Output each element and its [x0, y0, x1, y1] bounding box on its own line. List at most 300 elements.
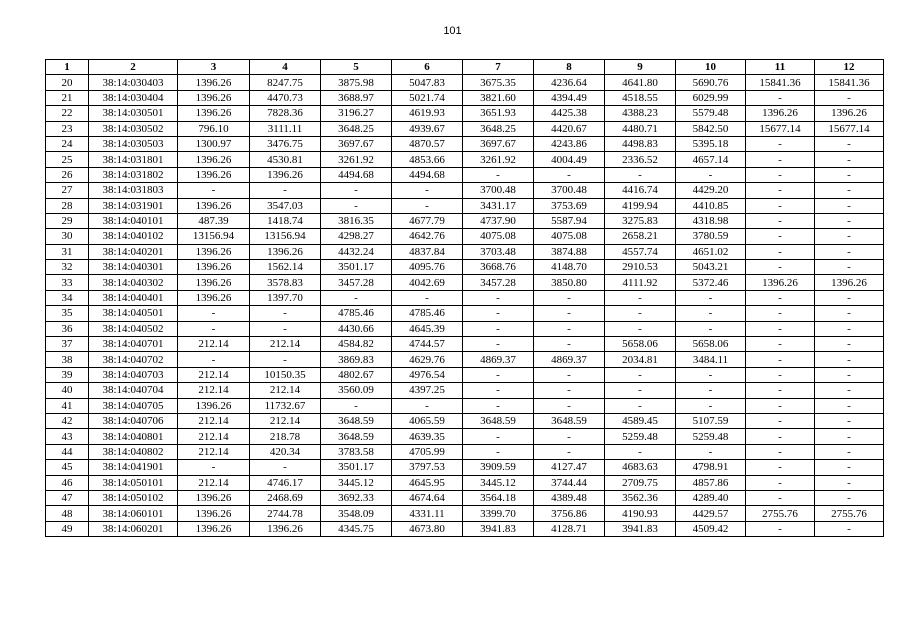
- data-table: [45, 59, 884, 537]
- table-cell: -: [534, 337, 605, 352]
- table-cell: -: [392, 183, 463, 198]
- table-cell: -: [676, 398, 746, 413]
- table-cell: 4243.86: [534, 136, 605, 151]
- table-row: [46, 306, 884, 321]
- table-cell: 4744.57: [392, 337, 463, 352]
- table-cell: 1396.26: [250, 244, 321, 259]
- table-cell: -: [815, 475, 884, 490]
- table-row: [46, 321, 884, 336]
- table-row: [46, 290, 884, 305]
- table-cell: 5259.48: [676, 429, 746, 444]
- table-cell: -: [676, 383, 746, 398]
- table-cell: 3476.75: [250, 136, 321, 151]
- column-header: 5: [321, 60, 392, 75]
- table-cell: 21: [46, 90, 89, 105]
- table-row: [46, 260, 884, 275]
- table-cell: 4589.45: [605, 413, 676, 428]
- table-cell: 4802.67: [321, 367, 392, 382]
- table-cell: -: [321, 183, 392, 198]
- table-cell: 212.14: [250, 337, 321, 352]
- table-cell: -: [605, 290, 676, 305]
- table-row: [46, 352, 884, 367]
- table-cell: 3941.83: [605, 521, 676, 536]
- table-cell: 3648.59: [463, 413, 534, 428]
- table-cell: 34: [46, 290, 89, 305]
- table-cell: 38:14:040302: [89, 275, 178, 290]
- column-header: 7: [463, 60, 534, 75]
- table-cell: 4429.57: [676, 506, 746, 521]
- table-cell: -: [815, 290, 884, 305]
- table-cell: 24: [46, 136, 89, 151]
- table-cell: -: [534, 321, 605, 336]
- table-cell: 4148.70: [534, 260, 605, 275]
- table-cell: -: [815, 183, 884, 198]
- table-cell: 38:14:040702: [89, 352, 178, 367]
- table-cell: -: [746, 167, 815, 182]
- table-cell: 25: [46, 152, 89, 167]
- table-cell: 3780.59: [676, 229, 746, 244]
- table-cell: 38:14:031901: [89, 198, 178, 213]
- table-cell: 212.14: [178, 475, 250, 490]
- table-cell: -: [605, 398, 676, 413]
- table-cell: 38:14:040706: [89, 413, 178, 428]
- table-cell: 5372.46: [676, 275, 746, 290]
- table-cell: 38:14:040102: [89, 229, 178, 244]
- table-cell: -: [605, 321, 676, 336]
- table-cell: 4430.66: [321, 321, 392, 336]
- table-cell: 1418.74: [250, 213, 321, 228]
- table-cell: 1396.26: [178, 244, 250, 259]
- table-cell: 5395.18: [676, 136, 746, 151]
- table-cell: 4075.08: [534, 229, 605, 244]
- table-cell: 3697.67: [463, 136, 534, 151]
- table-cell: 22: [46, 106, 89, 121]
- table-cell: 4075.08: [463, 229, 534, 244]
- table-cell: 13156.94: [178, 229, 250, 244]
- table-row: [46, 75, 884, 90]
- table-cell: 38:14:040502: [89, 321, 178, 336]
- table-cell: 1396.26: [250, 167, 321, 182]
- table-row: [46, 229, 884, 244]
- table-cell: -: [746, 244, 815, 259]
- table-cell: 4639.35: [392, 429, 463, 444]
- table-cell: -: [815, 213, 884, 228]
- table-cell: 15841.36: [746, 75, 815, 90]
- table-row: [46, 136, 884, 151]
- table-cell: 38:14:030404: [89, 90, 178, 105]
- table-cell: -: [463, 321, 534, 336]
- table-cell: 212.14: [250, 413, 321, 428]
- column-header: 2: [89, 60, 178, 75]
- table-cell: 38:14:040701: [89, 337, 178, 352]
- table-cell: 48: [46, 506, 89, 521]
- table-cell: 2910.53: [605, 260, 676, 275]
- table-cell: 38:14:040704: [89, 383, 178, 398]
- table-row: [46, 475, 884, 490]
- table-cell: 4976.54: [392, 367, 463, 382]
- table-cell: 26: [46, 167, 89, 182]
- table-cell: 3261.92: [463, 152, 534, 167]
- table-cell: -: [463, 337, 534, 352]
- table-cell: 35: [46, 306, 89, 321]
- table-cell: -: [676, 167, 746, 182]
- table-cell: 4641.80: [605, 75, 676, 90]
- table-cell: 3756.86: [534, 506, 605, 521]
- table-row: [46, 244, 884, 259]
- table-cell: -: [605, 383, 676, 398]
- table-cell: 4785.46: [392, 306, 463, 321]
- table-cell: 4389.48: [534, 490, 605, 505]
- table-cell: 5107.59: [676, 413, 746, 428]
- table-cell: 4645.39: [392, 321, 463, 336]
- table-cell: 1396.26: [178, 398, 250, 413]
- table-cell: 4111.92: [605, 275, 676, 290]
- table-cell: -: [746, 429, 815, 444]
- table-cell: -: [815, 198, 884, 213]
- table-cell: 4095.76: [392, 260, 463, 275]
- table-cell: -: [250, 183, 321, 198]
- table-cell: 37: [46, 337, 89, 352]
- table-cell: 11732.67: [250, 398, 321, 413]
- table-cell: 4425.38: [534, 106, 605, 121]
- table-cell: 4785.46: [321, 306, 392, 321]
- table-cell: 6029.99: [676, 90, 746, 105]
- table-row: [46, 213, 884, 228]
- table-cell: 4128.71: [534, 521, 605, 536]
- table-row: [46, 167, 884, 182]
- table-cell: 212.14: [178, 413, 250, 428]
- table-cell: 1562.14: [250, 260, 321, 275]
- table-cell: 38:14:040703: [89, 367, 178, 382]
- table-cell: -: [815, 260, 884, 275]
- table-cell: 40: [46, 383, 89, 398]
- table-cell: -: [815, 367, 884, 382]
- table-cell: -: [815, 306, 884, 321]
- table-cell: 1396.26: [178, 275, 250, 290]
- table-cell: 4420.67: [534, 121, 605, 136]
- table-cell: 2709.75: [605, 475, 676, 490]
- table-cell: 4645.95: [392, 475, 463, 490]
- table-cell: 3445.12: [463, 475, 534, 490]
- table-cell: -: [746, 475, 815, 490]
- table-row: [46, 90, 884, 105]
- table-cell: 45: [46, 460, 89, 475]
- table-cell: 31: [46, 244, 89, 259]
- table-cell: -: [746, 352, 815, 367]
- table-cell: 3648.59: [321, 413, 392, 428]
- table-cell: -: [676, 306, 746, 321]
- table-cell: -: [534, 167, 605, 182]
- table-cell: -: [392, 398, 463, 413]
- table-cell: 4674.64: [392, 490, 463, 505]
- table-row: [46, 337, 884, 352]
- table-cell: 1396.26: [178, 167, 250, 182]
- table-cell: -: [746, 290, 815, 305]
- table-row: [46, 367, 884, 382]
- table-cell: 487.39: [178, 213, 250, 228]
- table-cell: -: [463, 290, 534, 305]
- table-cell: 3648.25: [321, 121, 392, 136]
- table-cell: 29: [46, 213, 89, 228]
- table-cell: 3692.33: [321, 490, 392, 505]
- table-cell: 4298.27: [321, 229, 392, 244]
- table-cell: 4509.42: [676, 521, 746, 536]
- table-cell: 4530.81: [250, 152, 321, 167]
- table-cell: -: [815, 490, 884, 505]
- table-cell: 2658.21: [605, 229, 676, 244]
- table-cell: 4397.25: [392, 383, 463, 398]
- table-cell: 3457.28: [463, 275, 534, 290]
- table-cell: -: [392, 198, 463, 213]
- column-header: 8: [534, 60, 605, 75]
- column-header: 4: [250, 60, 321, 75]
- table-cell: -: [746, 136, 815, 151]
- table-cell: 4557.74: [605, 244, 676, 259]
- table-cell: 212.14: [178, 429, 250, 444]
- table-cell: 3548.09: [321, 506, 392, 521]
- table-cell: 212.14: [250, 383, 321, 398]
- table-cell: 4629.76: [392, 352, 463, 367]
- table-cell: 3399.70: [463, 506, 534, 521]
- table-cell: 3700.48: [463, 183, 534, 198]
- table-cell: 38: [46, 352, 89, 367]
- table-cell: 3484.11: [676, 352, 746, 367]
- table-cell: 3651.93: [463, 106, 534, 121]
- table-cell: 8247.75: [250, 75, 321, 90]
- table-cell: 4518.55: [605, 90, 676, 105]
- table-cell: 1396.26: [178, 521, 250, 536]
- table-cell: 4042.69: [392, 275, 463, 290]
- table-cell: 1396.26: [178, 152, 250, 167]
- table-cell: 3797.53: [392, 460, 463, 475]
- column-header: 12: [815, 60, 884, 75]
- table-cell: 43: [46, 429, 89, 444]
- table-cell: 3562.36: [605, 490, 676, 505]
- table-cell: 5043.21: [676, 260, 746, 275]
- table-cell: 38:14:050102: [89, 490, 178, 505]
- table-cell: 36: [46, 321, 89, 336]
- table-cell: -: [746, 413, 815, 428]
- table-cell: -: [815, 136, 884, 151]
- table-cell: 3445.12: [321, 475, 392, 490]
- table-cell: -: [815, 460, 884, 475]
- table-cell: -: [746, 198, 815, 213]
- table-cell: 3560.09: [321, 383, 392, 398]
- table-cell: 4837.84: [392, 244, 463, 259]
- table-cell: 4480.71: [605, 121, 676, 136]
- table-cell: 4394.49: [534, 90, 605, 105]
- table-cell: -: [815, 444, 884, 459]
- table-cell: 20: [46, 75, 89, 90]
- table-row: [46, 460, 884, 475]
- table-cell: 4857.86: [676, 475, 746, 490]
- table-cell: -: [746, 183, 815, 198]
- table-cell: 4004.49: [534, 152, 605, 167]
- table-cell: 23: [46, 121, 89, 136]
- table-cell: 3275.83: [605, 213, 676, 228]
- table-cell: 3697.67: [321, 136, 392, 151]
- table-cell: 1396.26: [815, 275, 884, 290]
- table-cell: 1396.26: [746, 106, 815, 121]
- table-cell: 5690.76: [676, 75, 746, 90]
- table-cell: -: [605, 367, 676, 382]
- table-cell: 38:14:030502: [89, 121, 178, 136]
- table-cell: -: [534, 383, 605, 398]
- table-cell: 5579.48: [676, 106, 746, 121]
- table-cell: -: [676, 290, 746, 305]
- table-cell: -: [178, 306, 250, 321]
- table-cell: -: [746, 521, 815, 536]
- table-row: [46, 490, 884, 505]
- table-cell: -: [178, 183, 250, 198]
- table-cell: 1396.26: [178, 490, 250, 505]
- table-cell: 4798.91: [676, 460, 746, 475]
- table-cell: 3547.03: [250, 198, 321, 213]
- table-cell: 3874.88: [534, 244, 605, 259]
- table-cell: 2468.69: [250, 490, 321, 505]
- table-cell: 4737.90: [463, 213, 534, 228]
- table-cell: 3909.59: [463, 460, 534, 475]
- table-cell: 4345.75: [321, 521, 392, 536]
- table-cell: 1396.26: [178, 260, 250, 275]
- table-cell: 15677.14: [815, 121, 884, 136]
- table-cell: 15841.36: [815, 75, 884, 90]
- table-row: [46, 521, 884, 536]
- table-cell: -: [463, 398, 534, 413]
- table-cell: 39: [46, 367, 89, 382]
- table-cell: 4388.23: [605, 106, 676, 121]
- table-cell: 38:14:030501: [89, 106, 178, 121]
- table-cell: 3196.27: [321, 106, 392, 121]
- table-cell: 38:14:040801: [89, 429, 178, 444]
- table-row: [46, 121, 884, 136]
- table-cell: 4619.93: [392, 106, 463, 121]
- table-cell: 32: [46, 260, 89, 275]
- table-cell: 3700.48: [534, 183, 605, 198]
- table-cell: 4494.68: [321, 167, 392, 182]
- table-cell: -: [815, 90, 884, 105]
- table-cell: 3648.25: [463, 121, 534, 136]
- table-cell: 38:14:040401: [89, 290, 178, 305]
- table-cell: 3675.35: [463, 75, 534, 90]
- table-cell: 212.14: [178, 367, 250, 382]
- table-row: [46, 413, 884, 428]
- table-cell: 38:14:030503: [89, 136, 178, 151]
- table-cell: -: [534, 290, 605, 305]
- table-cell: -: [815, 352, 884, 367]
- table-cell: 38:14:040501: [89, 306, 178, 321]
- table-cell: 38:14:060101: [89, 506, 178, 521]
- table-cell: -: [746, 367, 815, 382]
- table-cell: -: [746, 90, 815, 105]
- table-cell: 3564.18: [463, 490, 534, 505]
- table-cell: 4705.99: [392, 444, 463, 459]
- table-cell: 38:14:040705: [89, 398, 178, 413]
- table-cell: -: [815, 429, 884, 444]
- table-cell: 38:14:060201: [89, 521, 178, 536]
- table-row: [46, 106, 884, 121]
- table-cell: 4869.37: [534, 352, 605, 367]
- table-cell: -: [815, 413, 884, 428]
- table-cell: 3744.44: [534, 475, 605, 490]
- table-cell: 3261.92: [321, 152, 392, 167]
- table-cell: 41: [46, 398, 89, 413]
- table-cell: 5658.06: [676, 337, 746, 352]
- table-cell: -: [676, 321, 746, 336]
- table-row: [46, 506, 884, 521]
- table-cell: 42: [46, 413, 89, 428]
- table-cell: -: [605, 306, 676, 321]
- table-cell: 3457.28: [321, 275, 392, 290]
- table-cell: -: [746, 383, 815, 398]
- table-cell: -: [746, 213, 815, 228]
- table-cell: -: [815, 521, 884, 536]
- table-cell: 1396.26: [178, 506, 250, 521]
- table-cell: -: [746, 321, 815, 336]
- table-cell: -: [463, 306, 534, 321]
- table-cell: 3816.35: [321, 213, 392, 228]
- table-cell: -: [815, 398, 884, 413]
- table-cell: 7828.36: [250, 106, 321, 121]
- table-row: [46, 198, 884, 213]
- table-cell: -: [676, 444, 746, 459]
- table-cell: -: [321, 290, 392, 305]
- table-cell: 4289.40: [676, 490, 746, 505]
- table-cell: 38:14:050101: [89, 475, 178, 490]
- table-cell: 1396.26: [178, 290, 250, 305]
- table-cell: -: [463, 429, 534, 444]
- table-row: [46, 444, 884, 459]
- table-cell: 4746.17: [250, 475, 321, 490]
- table-cell: 2336.52: [605, 152, 676, 167]
- table-cell: -: [392, 290, 463, 305]
- table-cell: 5021.74: [392, 90, 463, 105]
- table-cell: -: [250, 460, 321, 475]
- table-cell: -: [178, 352, 250, 367]
- table-cell: 218.78: [250, 429, 321, 444]
- column-header: 6: [392, 60, 463, 75]
- table-cell: 4416.74: [605, 183, 676, 198]
- table-cell: -: [534, 444, 605, 459]
- table-cell: 4318.98: [676, 213, 746, 228]
- table-cell: -: [250, 306, 321, 321]
- table-cell: 420.34: [250, 444, 321, 459]
- table-cell: 1396.26: [815, 106, 884, 121]
- table-row: [46, 429, 884, 444]
- table-cell: 1396.26: [746, 275, 815, 290]
- table-cell: 38:14:030403: [89, 75, 178, 90]
- column-header: 10: [676, 60, 746, 75]
- table-cell: 3648.59: [321, 429, 392, 444]
- table-cell: 38:14:040802: [89, 444, 178, 459]
- table-cell: 3578.83: [250, 275, 321, 290]
- table-cell: -: [815, 337, 884, 352]
- header-row: [46, 60, 884, 75]
- column-header: 9: [605, 60, 676, 75]
- table-cell: -: [534, 367, 605, 382]
- column-header: 11: [746, 60, 815, 75]
- table-cell: 13156.94: [250, 229, 321, 244]
- table-cell: 5842.50: [676, 121, 746, 136]
- table-cell: -: [746, 260, 815, 275]
- table-cell: 2034.81: [605, 352, 676, 367]
- column-header: 3: [178, 60, 250, 75]
- table-cell: 4657.14: [676, 152, 746, 167]
- table-cell: -: [321, 198, 392, 213]
- table-row: [46, 183, 884, 198]
- table-cell: 1396.26: [178, 90, 250, 105]
- table-cell: -: [463, 167, 534, 182]
